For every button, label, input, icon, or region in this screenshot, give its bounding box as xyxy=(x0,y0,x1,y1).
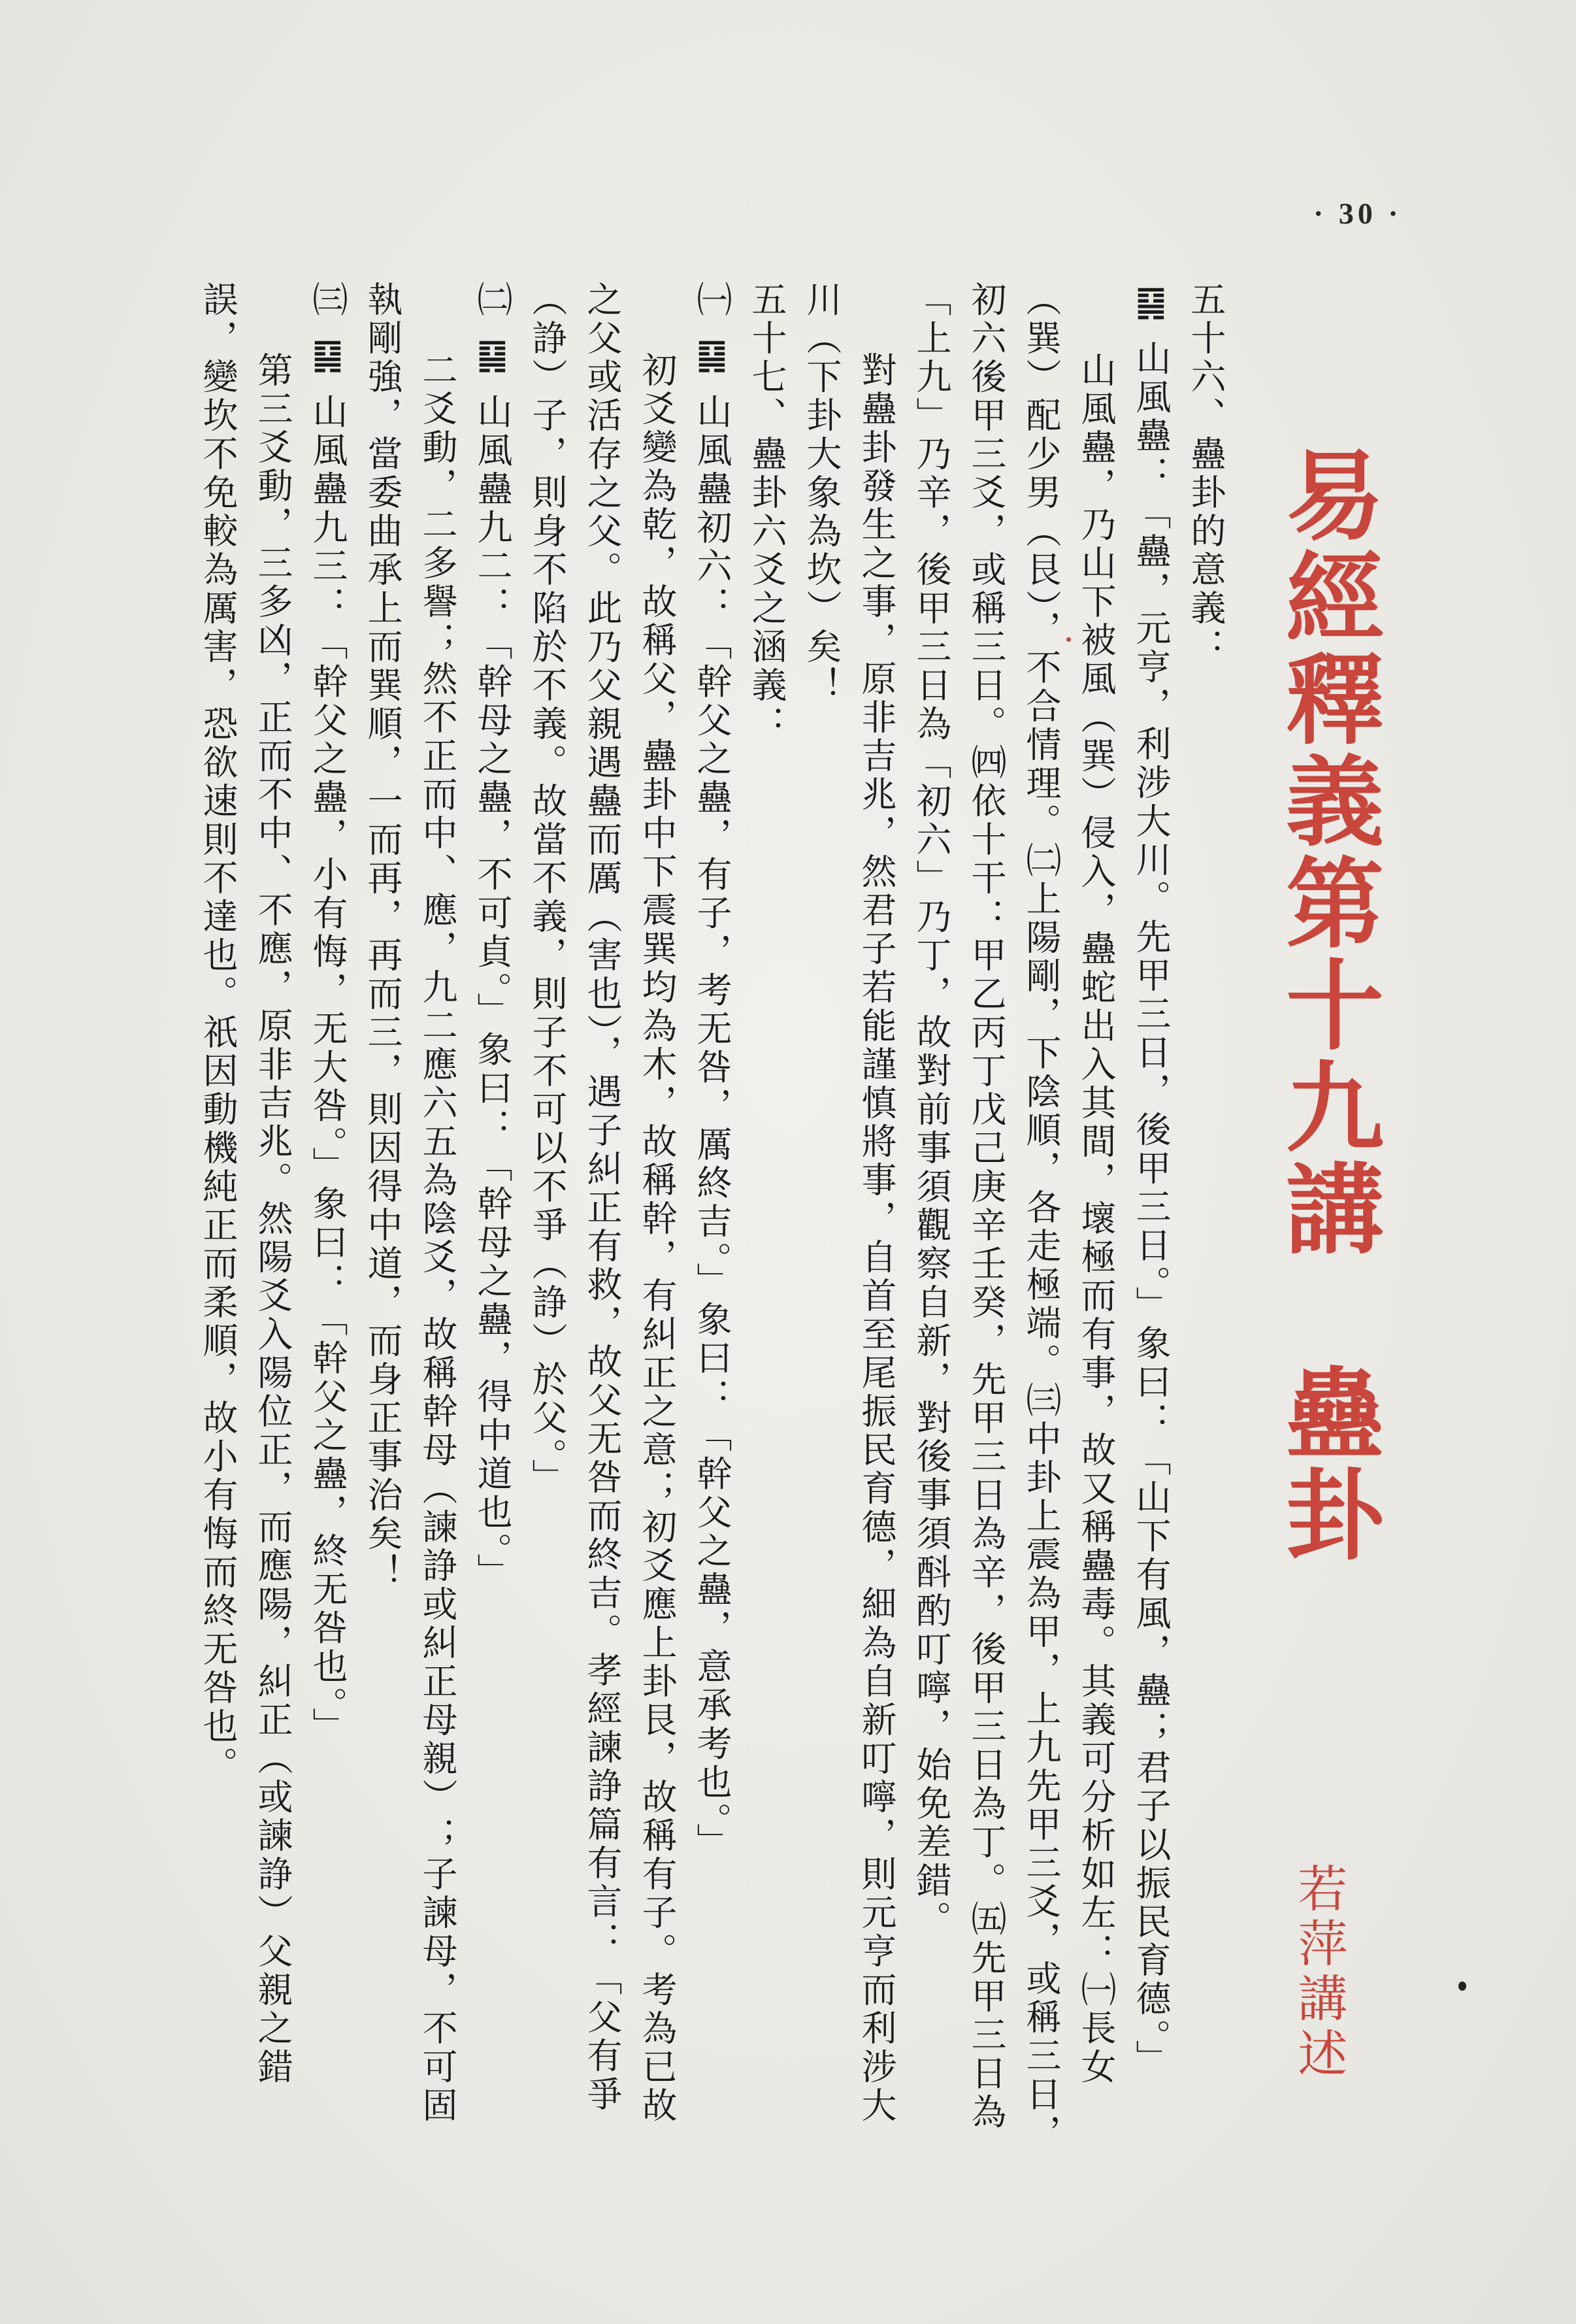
paragraph: 初爻變為乾，故稱父，蠱卦中下震巽均為木，故稱幹，有糾正之意；初爻應上卦艮，故稱有子。考為已故之父或活存之父。此乃父親遇蠱而厲（害也），遇子糾正有救，故父无咎而終吉。孝經諫諍篇有言：「父有爭（諍）子，則身不陷於不義。故當不義，則子不可以不爭（諍）於父。」 xyxy=(527,281,678,2125)
paragraph: ䷑ 山風蠱：「蠱，元亨，利涉大川。先甲三日，後甲三日。」象曰：「山下有風，蠱；君子以振民育德。」 xyxy=(1130,281,1172,2079)
section-heading: 五十六、蠱卦的意義： xyxy=(1185,281,1226,667)
page-number: · 30 · xyxy=(1313,197,1402,230)
paragraph: 山風蠱，乃山下被風（巽）侵入，蠱蛇出入其間，壞極而有事，故又稱蠱毒。其義可分析如左：㈠長女（巽）配少男（艮），不合情理。㈡上陽剛，下陰順，各走極端。㈢中卦上震為甲，上九先甲三爻，或稱三日，初六後甲三爻，或稱三日。㈣依十干：甲乙丙丁戊己庚辛壬癸，先甲三日為辛，後甲三日為丁。㈤先甲三日為「上九」乃辛，後甲三日為「初六」乃丁，故對前事須觀察自新，對後事須酙酌叮嚀，始免差錯。 xyxy=(911,281,1117,2153)
paragraph: ㈡ ䷑ 山風蠱九二：「幹母之蠱，不可貞。」象曰：「幹母之蠱，得中道也。」 xyxy=(472,281,513,1592)
chapter-title: 易經釋義第十九講 蠱卦 xyxy=(1269,444,1384,1566)
paragraph: 對蠱卦發生之事，原非吉兆，然君子若能謹慎將事，自首至尾振民育德，細為自新叮嚀，則元亨而利涉大川（下卦大象為坎）矣！ xyxy=(801,281,897,2125)
print-speck xyxy=(1066,637,1071,642)
author-credit: 若萍講述 xyxy=(1290,1863,1348,2082)
paragraph: ㈢ ䷑ 山風蠱九三：「幹父之蠱，小有悔，无大咎。」象曰：「幹父之蠱，終无咎也。」 xyxy=(307,281,348,1746)
paragraph: 二爻動，二多譽；然不正而中、應，九二應六五為陰爻，故稱幹母（諫諍或糾正母親）；子諫母，不可固執剛強，當委曲承上而巽順，一而再，再而三，則因得中道，而身正事治矣！ xyxy=(362,281,458,2125)
body-text xyxy=(190,281,1233,2163)
paragraph: ㈠ ䷑ 山風蠱初六：「幹父之蠱，有子，考无咎，厲終吉。」象曰：「幹父之蠱，意承考也。」 xyxy=(691,281,732,1862)
print-speck xyxy=(1458,1982,1466,1991)
paragraph: 第三爻動，三多凶，正而不中、不應，原非吉兆。然陽爻入陽位正，而應陽，糾正（或諫諍）父親之錯誤，變坎不免較為厲害，恐欲速則不達也。祇因動機純正而柔順，故小有悔而終无咎也。 xyxy=(197,281,293,2087)
section-heading: 五十七、蠱卦六爻之涵義： xyxy=(746,281,787,744)
